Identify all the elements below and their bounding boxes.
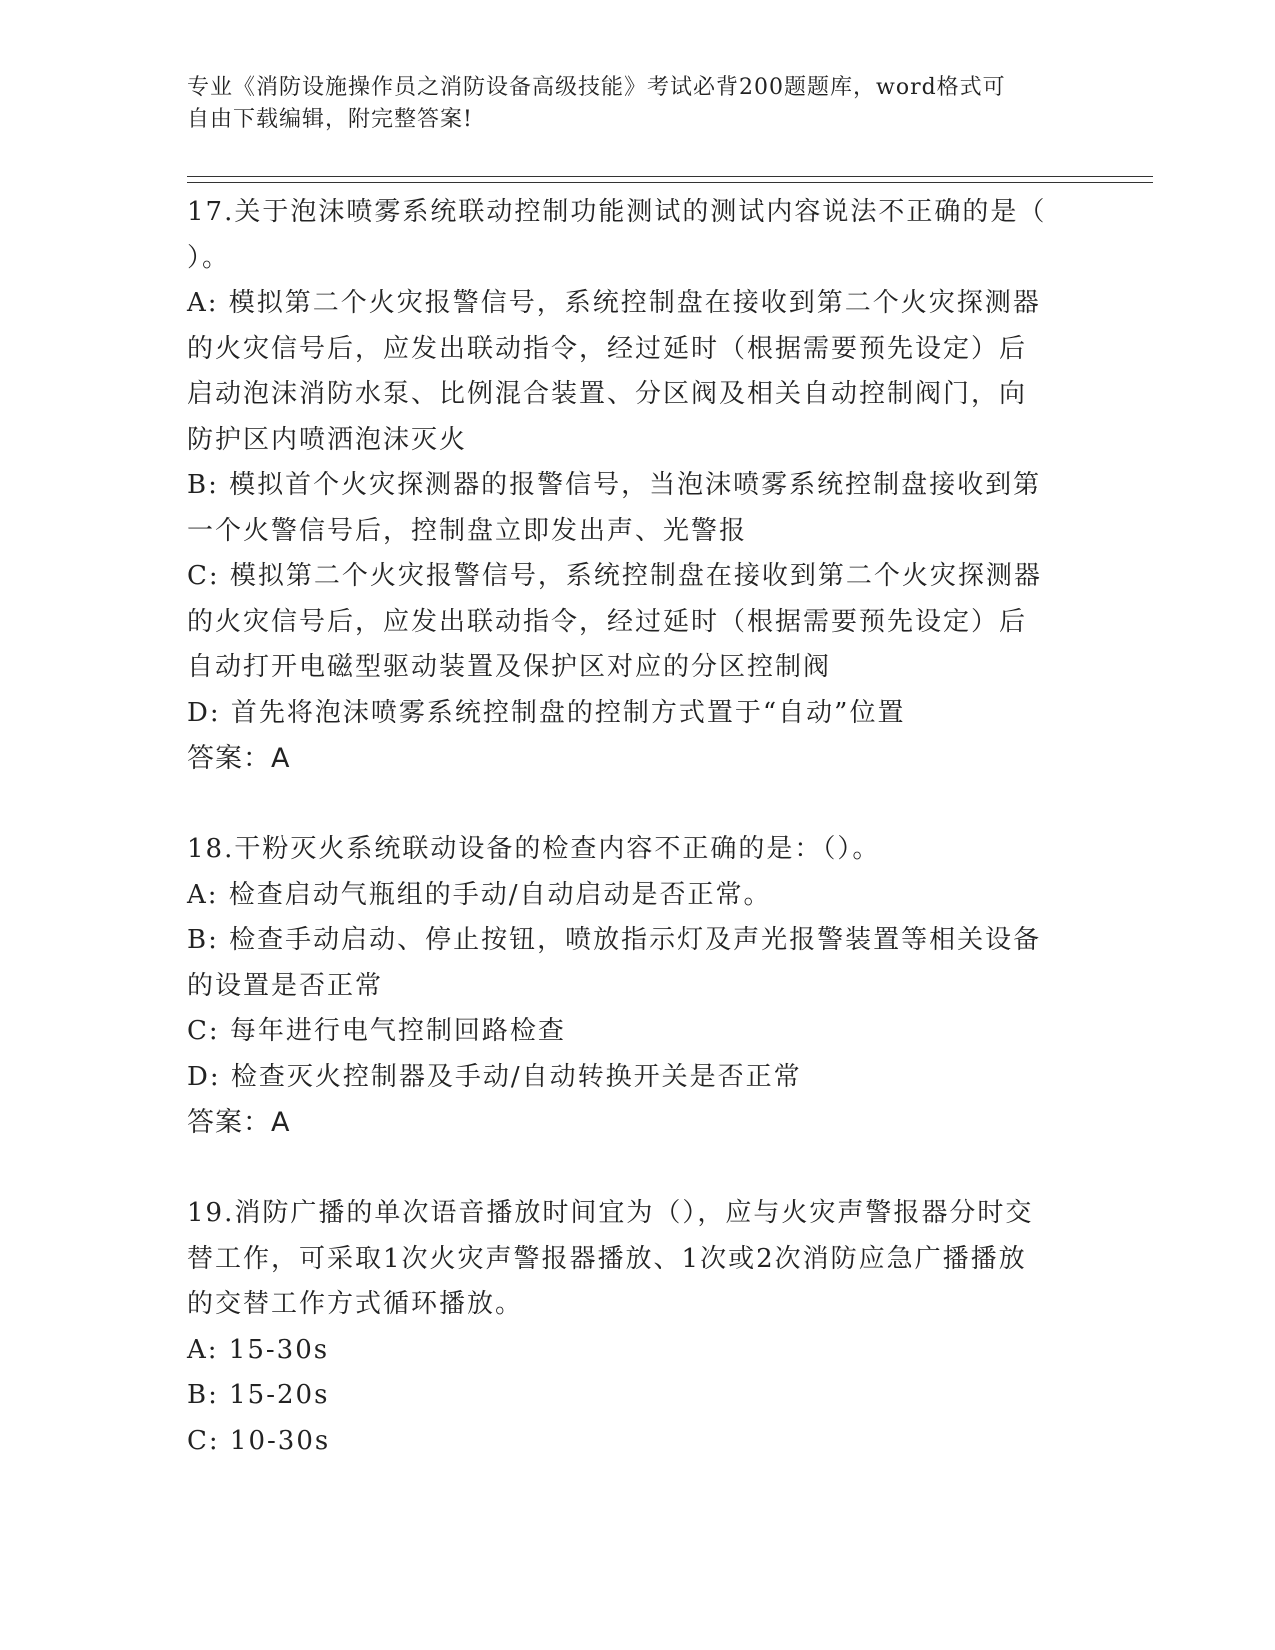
- document-body: [187, 190, 1087, 1464]
- question-18-option-d: D: 检查灭火控制器及手动/自动转换开关是否正常: [187, 1061, 802, 1092]
- question-19-text-line-1: 19.消防广播的单次语音播放时间宜为（），应与火灾声警报器分时交: [187, 1198, 1034, 1228]
- question-19-option-a: A: 15-30s: [187, 1334, 330, 1365]
- header-divider-top: [187, 176, 1153, 177]
- question-19-option-c: C: 10-30s: [187, 1425, 331, 1456]
- question-block-18: [187, 827, 1087, 1146]
- question-17-option-a-line-3: 启动泡沫消防水泵、比例混合装置、分区阀及相关自动控制阀门，向: [187, 379, 1028, 409]
- question-17-option-d: D: 首先将泡沫喷雾系统控制盘的控制方式置于“自动”位置: [187, 697, 906, 728]
- question-18-option-c: C: 每年进行电气控制回路检查: [187, 1016, 566, 1046]
- question-17-option-c-line-2: 的火灾信号后，应发出联动指令，经过延时（根据需要预先设定）后: [187, 606, 1028, 637]
- question-17-option-a-line-1: A: 模拟第二个火灾报警信号，系统控制盘在接收到第二个火灾探测器: [187, 288, 1041, 318]
- header-line-2: 自由下载编辑，附完整答案!: [187, 107, 473, 132]
- question-spacer: [187, 1146, 1087, 1192]
- question-17-option-a-line-4: 防护区内喷洒泡沫灭火: [187, 424, 468, 455]
- question-17-answer: 答案：A: [187, 743, 291, 774]
- question-17-option-a-line-2: 的火灾信号后，应发出联动指令，经过延时（根据需要预先设定）后: [187, 333, 1028, 364]
- header-line-1: 专业《消防设施操作员之消防设备高级技能》考试必背200题题库，word格式可: [187, 75, 1006, 100]
- question-18-option-b-line-1: B: 检查手动启动、停止按钮，喷放指示灯及声光报警装置等相关设备: [187, 925, 1042, 955]
- question-spacer: [187, 782, 1087, 828]
- question-19-text-line-2: 替工作，可采取1次火灾声警报器播放、1次或2次消防应急广播播放: [187, 1243, 1027, 1274]
- question-17-text-line-1: 17.关于泡沫喷雾系统联动控制功能测试的测试内容说法不正确的是（: [187, 197, 1047, 227]
- document-header: [187, 72, 1067, 136]
- question-19-option-b: B: 15-20s: [187, 1380, 330, 1410]
- question-18-option-b-line-2: 的设置是否正常: [187, 970, 384, 1001]
- question-17-option-b-line-1: B: 模拟首个火灾探测器的报警信号，当泡沫喷雾系统控制盘接收到第: [187, 470, 1042, 500]
- question-17-option-c-line-3: 自动打开电磁型驱动装置及保护区对应的分区控制阀: [187, 652, 832, 682]
- question-block-19: [187, 1191, 1087, 1464]
- question-17-text-line-2: ）。: [187, 242, 231, 273]
- header-divider-bottom: [187, 182, 1153, 183]
- question-block-17: [187, 190, 1087, 782]
- question-18-answer: 答案：A: [187, 1107, 291, 1138]
- question-17-option-b-line-2: 一个火警信号后，控制盘立即发出声、光警报: [187, 515, 748, 546]
- question-18-text: 18.干粉灭火系统联动设备的检查内容不正确的是：（）。: [187, 834, 881, 864]
- question-18-option-a: A: 检查启动气瓶组的手动/自动启动是否正常。: [187, 879, 772, 910]
- question-19-text-line-3: 的交替工作方式循环播放。: [187, 1289, 524, 1319]
- question-17-option-c-line-1: C: 模拟第二个火灾报警信号，系统控制盘在接收到第二个火灾探测器: [187, 561, 1042, 591]
